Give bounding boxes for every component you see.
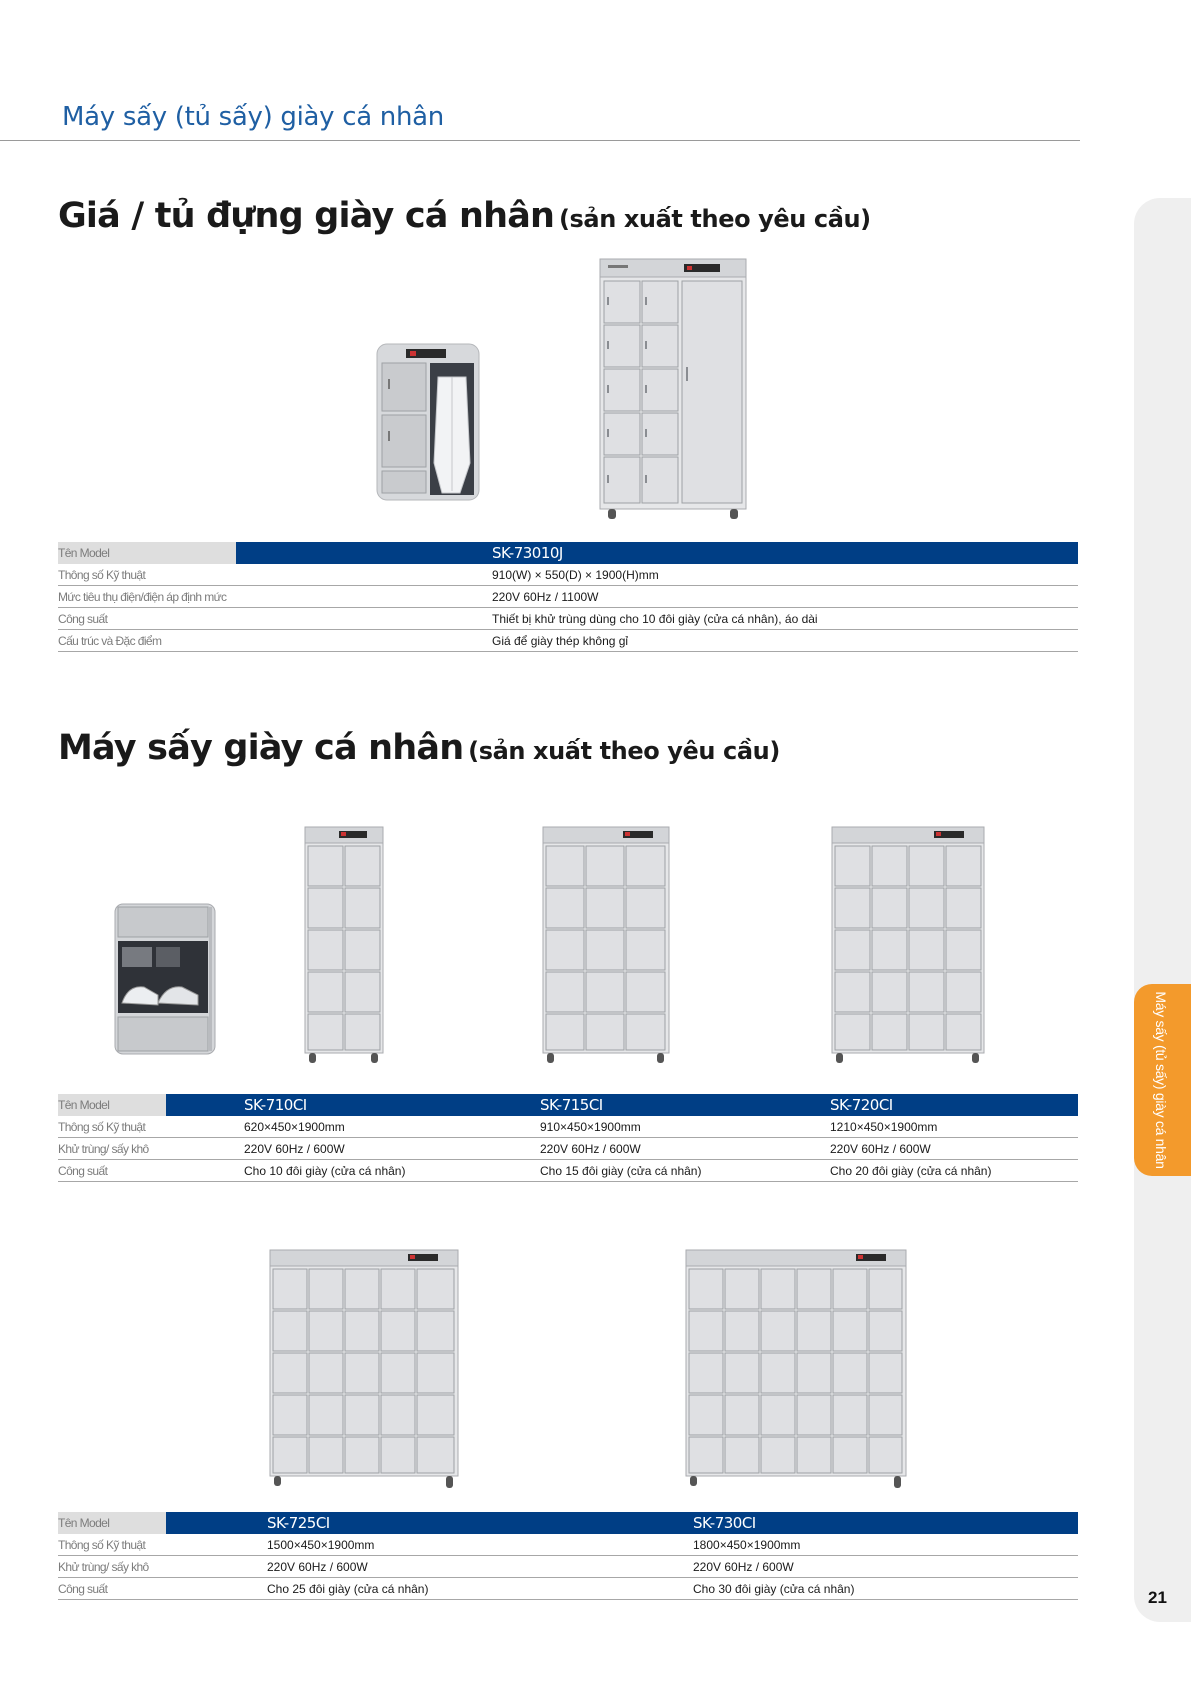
spec-value: 1800×450×1900mm xyxy=(693,1538,801,1552)
spec-label: Thông số Kỹ thuật xyxy=(58,1120,146,1134)
spec-row-structure xyxy=(58,630,1078,652)
spec-value: Thiết bị khử trùng dùng cho 10 đôi giày (cửa cá nhân), áo dài xyxy=(492,612,818,626)
section1-title xyxy=(58,196,871,236)
spec-table-sk-710-720 xyxy=(58,1094,1078,1182)
spec-row-dimensions xyxy=(58,564,1078,586)
spec-label: Mức tiêu thụ điện/điện áp định mức xyxy=(58,590,227,604)
model-name: SK-720CI xyxy=(830,1096,893,1114)
spec-value: 1500×450×1900mm xyxy=(267,1538,375,1552)
side-tab-strip xyxy=(1134,198,1191,1622)
spec-row-capacity xyxy=(58,1578,1078,1600)
spec-label: Công suất xyxy=(58,1164,108,1178)
spec-row-model xyxy=(58,1094,1078,1116)
page-header-title: Máy sấy (tủ sấy) giày cá nhân xyxy=(62,102,444,132)
section2-title-main: Máy sấy giày cá nhân xyxy=(58,728,464,768)
spec-row-power xyxy=(58,586,1078,608)
spec-value: 1210×450×1900mm xyxy=(830,1120,938,1134)
product-image-sk-730ci xyxy=(684,1248,908,1490)
model-name: SK-73010J xyxy=(492,544,563,562)
spec-value: Cho 25 đôi giày (cửa cá nhân) xyxy=(267,1582,429,1596)
model-name: SK-715CI xyxy=(540,1096,603,1114)
spec-value: 910×450×1900mm xyxy=(540,1120,641,1134)
spec-label: Tên Model xyxy=(58,1512,166,1534)
detail-image-coat-cabinet xyxy=(376,343,480,501)
spec-row-capacity xyxy=(58,608,1078,630)
spec-value: Cho 10 đôi giày (cửa cá nhân) xyxy=(244,1164,406,1178)
spec-row-power xyxy=(58,1138,1078,1160)
spec-label: Thông số Kỹ thuật xyxy=(58,568,146,582)
header-divider xyxy=(0,140,1080,141)
spec-row-model xyxy=(58,542,1078,564)
section1-title-sub: (sản xuất theo yêu cầu) xyxy=(558,205,871,233)
spec-row-power xyxy=(58,1556,1078,1578)
spec-row-dimensions xyxy=(58,1116,1078,1138)
spec-row-capacity xyxy=(58,1160,1078,1182)
section2-title-sub: (sản xuất theo yêu cầu) xyxy=(468,737,780,765)
spec-label: Tên Model xyxy=(58,1094,166,1116)
product-image-sk-725ci xyxy=(268,1248,460,1490)
page-number: 21 xyxy=(1148,1588,1167,1607)
spec-label: Khử trùng/ sấy khô xyxy=(58,1560,149,1574)
spec-label: Thông số Kỹ thuật xyxy=(58,1538,146,1552)
spec-value: 220V 60Hz / 600W xyxy=(244,1142,345,1156)
spec-value: 220V 60Hz / 600W xyxy=(830,1142,931,1156)
section1-title-main: Giá / tủ đựng giày cá nhân xyxy=(58,196,555,236)
side-tab-label: Máy sấy (tủ sấy) giày cá nhân xyxy=(1153,991,1169,1169)
detail-image-shoe-compartment xyxy=(114,903,216,1055)
spec-label: Cấu trúc và Đặc điểm xyxy=(58,634,162,648)
spec-value: Cho 20 đôi giày (cửa cá nhân) xyxy=(830,1164,992,1178)
model-header-bar xyxy=(236,542,1078,564)
spec-label: Khử trùng/ sấy khô xyxy=(58,1142,149,1156)
spec-value: 910(W) × 550(D) × 1900(H)mm xyxy=(492,568,659,582)
spec-value: Giá để giày thép không gỉ xyxy=(492,634,629,648)
spec-value: 220V 60Hz / 600W xyxy=(267,1560,368,1574)
product-image-sk-710ci xyxy=(303,825,385,1065)
spec-value: 220V 60Hz / 600W xyxy=(693,1560,794,1574)
model-name: SK-725CI xyxy=(267,1514,330,1532)
spec-value: 620×450×1900mm xyxy=(244,1120,345,1134)
spec-value: 220V 60Hz / 600W xyxy=(540,1142,641,1156)
section2-title xyxy=(58,728,780,768)
model-name: SK-730CI xyxy=(693,1514,756,1532)
spec-label: Công suất xyxy=(58,612,108,626)
spec-row-dimensions xyxy=(58,1534,1078,1556)
product-image-sk-720ci xyxy=(830,825,986,1065)
spec-table-sk-725-730 xyxy=(58,1512,1078,1600)
product-image-sk-73010j xyxy=(598,257,748,523)
spec-label: Công suất xyxy=(58,1582,108,1596)
spec-row-model xyxy=(58,1512,1078,1534)
product-image-sk-715ci xyxy=(541,825,671,1065)
spec-value: Cho 30 đôi giày (cửa cá nhân) xyxy=(693,1582,855,1596)
spec-label: Tên Model xyxy=(58,542,236,564)
spec-value: Cho 15 đôi giày (cửa cá nhân) xyxy=(540,1164,702,1178)
spec-table-sk-73010j xyxy=(58,542,1078,652)
spec-value: 220V 60Hz / 1100W xyxy=(492,590,599,604)
model-name: SK-710CI xyxy=(244,1096,307,1114)
